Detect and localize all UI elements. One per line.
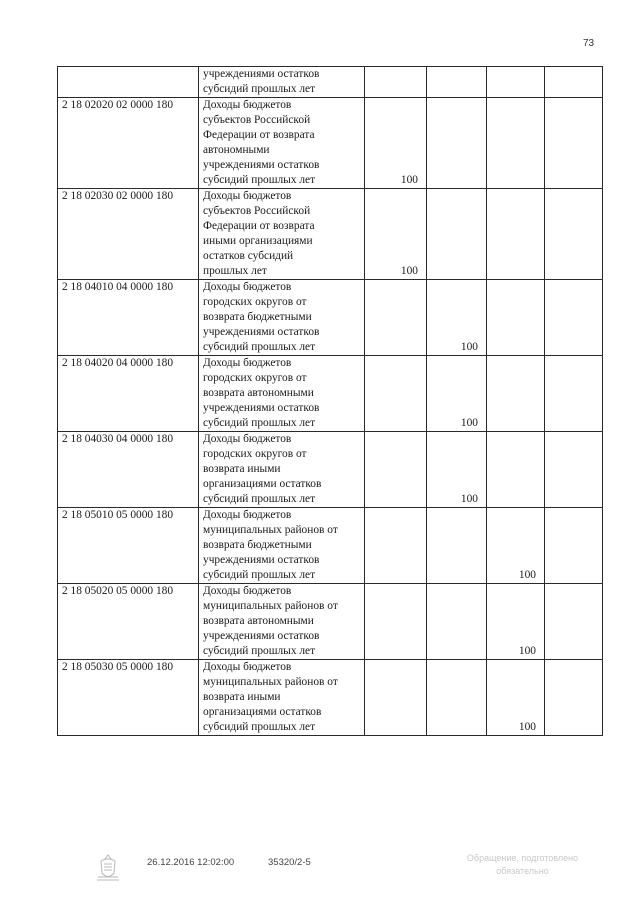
value-cell <box>365 280 427 356</box>
budget-code-cell: 2 18 02020 02 0000 180 <box>58 98 199 189</box>
value-cell <box>545 356 603 432</box>
table-row <box>58 432 603 508</box>
description-cell: Доходы бюджетов субъектов Российской Федерации от возврата автономными учреждениями остатков субсидий прошлых лет <box>199 98 365 189</box>
value-cell <box>487 189 545 280</box>
value-cell <box>427 660 487 736</box>
value-cell <box>487 67 545 98</box>
value-cell: 100 <box>427 356 487 432</box>
value-cell: 100 <box>365 189 427 280</box>
value-cell <box>427 508 487 584</box>
page-number: 73 <box>583 38 595 49</box>
watermark-line: Обращение, подготовлено <box>466 853 579 863</box>
value-cell <box>427 67 487 98</box>
value-cell <box>365 660 427 736</box>
value-cell: 100 <box>427 432 487 508</box>
description-cell: Доходы бюджетов субъектов Российской Федерации от возврата иными организациями остатков субсидий прошлых лет <box>199 189 365 280</box>
value-cell <box>427 189 487 280</box>
description-cell: учреждениями остатков субсидий прошлых лет <box>199 67 365 98</box>
coat-of-arms-icon <box>94 853 122 883</box>
value-cell <box>545 584 603 660</box>
value-cell <box>365 584 427 660</box>
table-row <box>58 356 603 432</box>
budget-code-cell: 2 18 04020 04 0000 180 <box>58 356 199 432</box>
value-cell: 100 <box>487 660 545 736</box>
value-cell <box>545 280 603 356</box>
description-cell: Доходы бюджетов муниципальных районов от возврата бюджетными учреждениями остатков субсидий прошлых лет <box>199 508 365 584</box>
value-cell <box>365 432 427 508</box>
budget-code-cell: 2 18 05010 05 0000 180 <box>58 508 199 584</box>
value-cell: 100 <box>427 280 487 356</box>
value-cell <box>545 189 603 280</box>
value-cell <box>545 508 603 584</box>
value-cell <box>487 98 545 189</box>
budget-code-cell <box>58 67 199 98</box>
watermark-stamp <box>440 852 605 882</box>
budget-code-cell: 2 18 02030 02 0000 180 <box>58 189 199 280</box>
document-number: 35320/2-5 <box>268 857 311 868</box>
value-cell: 100 <box>365 98 427 189</box>
value-cell <box>487 356 545 432</box>
value-cell <box>487 280 545 356</box>
table-row <box>58 508 603 584</box>
budget-code-cell: 2 18 04030 04 0000 180 <box>58 432 199 508</box>
value-cell <box>365 356 427 432</box>
description-cell: Доходы бюджетов муниципальных районов от возврата иными организациями остатков субсидий прошлых лет <box>199 660 365 736</box>
budget-code-cell: 2 18 05030 05 0000 180 <box>58 660 199 736</box>
table-row <box>58 584 603 660</box>
watermark-line: обязательно <box>496 866 549 876</box>
budget-revenue-table <box>57 66 603 736</box>
value-cell <box>365 67 427 98</box>
budget-code-cell: 2 18 05020 05 0000 180 <box>58 584 199 660</box>
value-cell: 100 <box>487 508 545 584</box>
description-cell: Доходы бюджетов муниципальных районов от возврата автономными учреждениями остатков субсидий прошлых лет <box>199 584 365 660</box>
value-cell <box>427 584 487 660</box>
value-cell <box>427 98 487 189</box>
table-row <box>58 67 603 98</box>
value-cell: 100 <box>487 584 545 660</box>
value-cell <box>487 432 545 508</box>
table-row <box>58 660 603 736</box>
value-cell <box>545 67 603 98</box>
description-cell: Доходы бюджетов городских округов от возврата автономными учреждениями остатков субсидий прошлых лет <box>199 356 365 432</box>
description-cell: Доходы бюджетов городских округов от возврата бюджетными учреждениями остатков субсидий прошлых лет <box>199 280 365 356</box>
value-cell <box>545 432 603 508</box>
table-row <box>58 189 603 280</box>
signature-timestamp: 26.12.2016 12:02:00 <box>147 857 235 868</box>
budget-code-cell: 2 18 04010 04 0000 180 <box>58 280 199 356</box>
value-cell <box>545 98 603 189</box>
table-row <box>58 98 603 189</box>
table-row <box>58 280 603 356</box>
value-cell <box>365 508 427 584</box>
description-cell: Доходы бюджетов городских округов от возврата иными организациями остатков субсидий прошлых лет <box>199 432 365 508</box>
value-cell <box>545 660 603 736</box>
